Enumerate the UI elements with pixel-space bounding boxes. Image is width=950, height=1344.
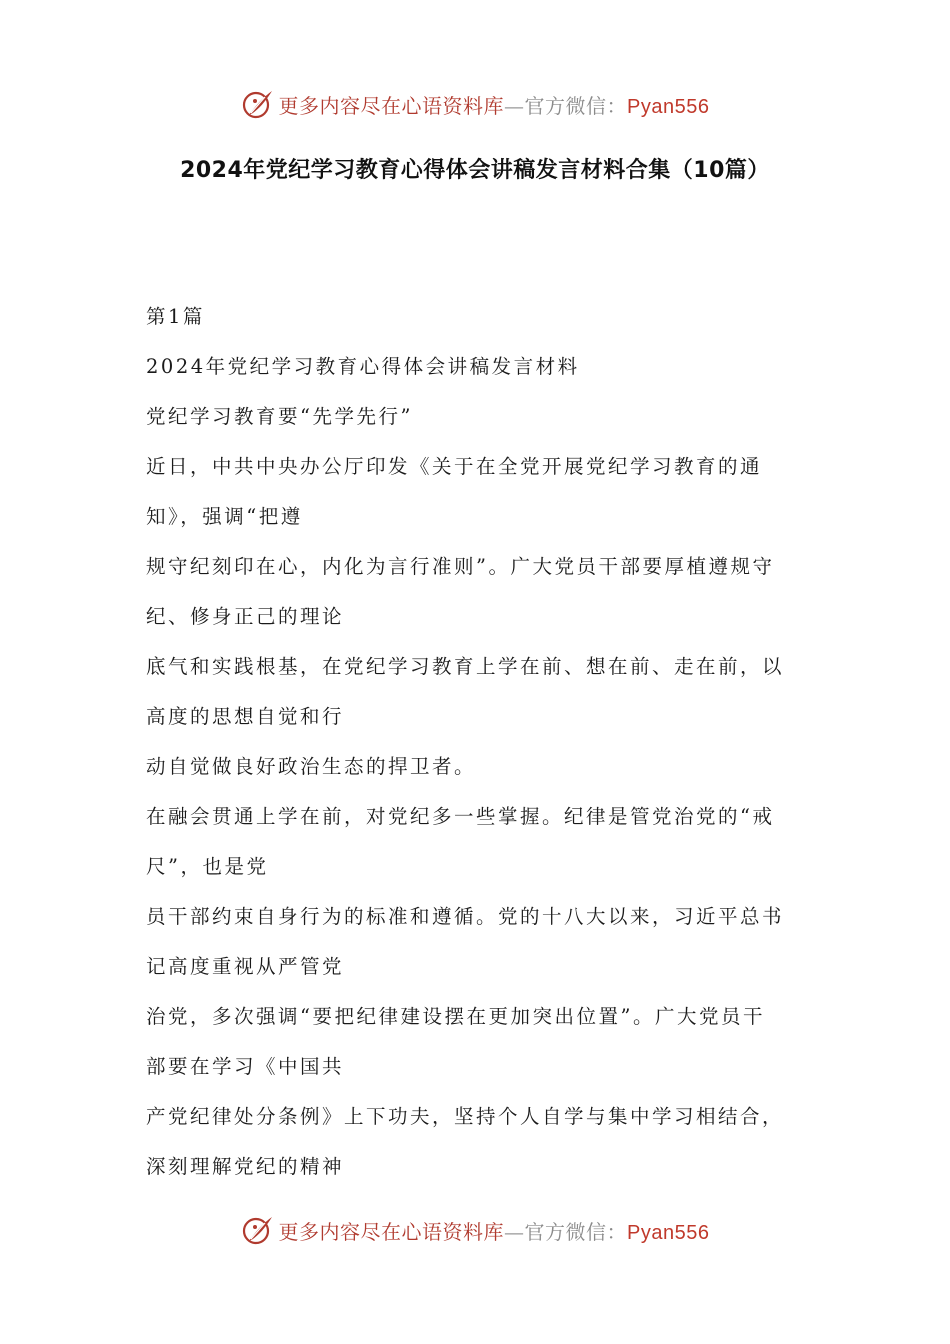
- body-line: 近日，中共中央办公厅印发《关于在全党开展党纪学习教育的通: [146, 455, 763, 478]
- body-line: 动自觉做良好政治生态的捍卫者。: [146, 755, 477, 778]
- document-body: [146, 300, 816, 1200]
- body-line: 底气和实践根基，在党纪学习教育上学在前、想在前、走在前，以: [146, 655, 785, 678]
- body-line: 高度的思想自觉和行: [146, 705, 345, 728]
- body-line: 产党纪律处分条例》上下功夫，坚持个人自学与集中学习相结合，: [146, 1105, 785, 1128]
- body-line: 党纪学习教育要“先学先行”: [146, 405, 413, 428]
- header-site-text: 更多内容尽在心语资料库: [278, 93, 505, 118]
- body-line: 尺”，也是党: [146, 855, 269, 878]
- quill-logo-icon: [241, 1213, 275, 1247]
- body-line: 治党，多次强调“要把纪律建设摆在更加突出位置”。广大党员干: [146, 1005, 765, 1028]
- header-banner-text: [279, 90, 710, 119]
- header-wechat-id: Pyan556: [627, 95, 710, 118]
- body-line: 第1篇: [146, 305, 205, 328]
- footer-banner-text: [279, 1216, 710, 1245]
- footer-separator: —: [504, 1219, 525, 1244]
- body-line: 深刻理解党纪的精神: [146, 1155, 345, 1178]
- footer-official-label: 官方微信：: [524, 1219, 628, 1244]
- body-line: 在融会贯通上学在前，对党纪多一些掌握。纪律是管党治党的“戒: [146, 805, 775, 828]
- footer-site-text: 更多内容尽在心语资料库: [278, 1219, 505, 1244]
- quill-logo-icon: [241, 87, 275, 121]
- header-official-label: 官方微信：: [524, 93, 628, 118]
- body-line: 部要在学习《中国共: [146, 1055, 345, 1078]
- footer-wechat-id: Pyan556: [627, 1221, 710, 1244]
- header-separator: —: [504, 93, 525, 118]
- header-watermark-banner: [0, 84, 950, 124]
- body-line: 记高度重视从严管党: [146, 955, 345, 978]
- body-line: 纪、修身正己的理论: [146, 605, 345, 628]
- body-line: 知》，强调“把遵: [146, 505, 303, 528]
- document-title: 2024年党纪学习教育心得体会讲稿发言材料合集（10篇）: [180, 158, 770, 183]
- footer-watermark-banner: [0, 1210, 950, 1250]
- body-line: 2024年党纪学习教育心得体会讲稿发言材料: [146, 355, 580, 378]
- body-line: 员干部约束自身行为的标准和遵循。党的十八大以来，习近平总书: [146, 905, 785, 928]
- body-line: 规守纪刻印在心，内化为言行准则”。广大党员干部要厚植遵规守: [146, 555, 775, 578]
